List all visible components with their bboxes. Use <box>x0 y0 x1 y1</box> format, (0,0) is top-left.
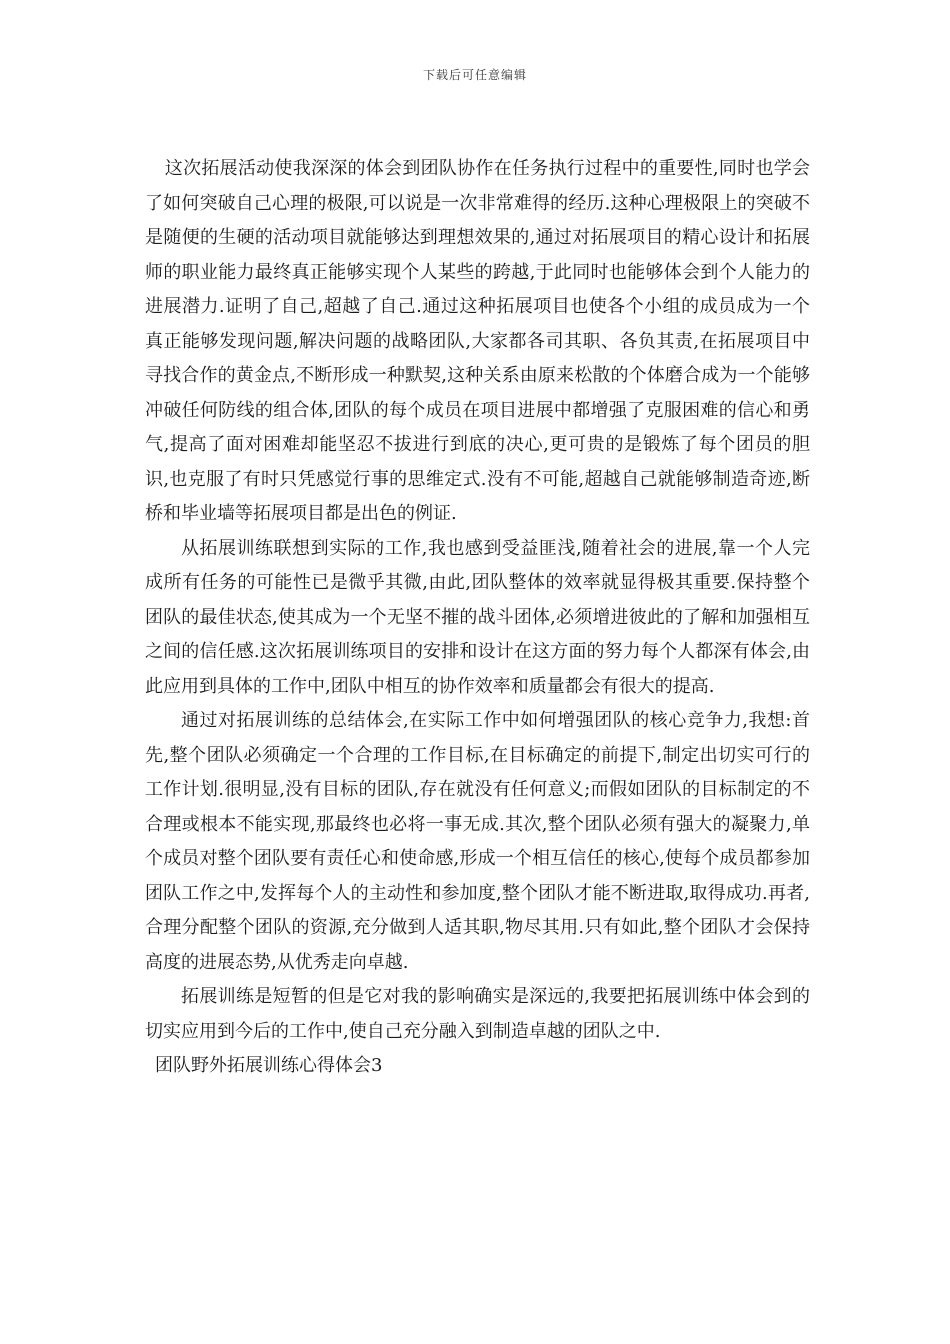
paragraph-2: 从拓展训练联想到实际的工作,我也感到受益匪浅,随着社会的进展,靠一个人完成所有任务的可能性已是微乎其微,由此,团队整体的效率就显得极其重要.保持整个团队的最佳状态,使其成为一个无坚不摧的战斗团体,必须增进彼此的了解和加强相互之间的信任感.这次拓展训练项目的安排和设计在这方面的努力每个人都深有体会,由此应用到具体的工作中,团队中相互的协作效率和质量都会有很大的提高. <box>145 537 810 697</box>
paragraph-1: 这次拓展活动使我深深的体会到团队协作在任务执行过程中的重要性,同时也学会了如何突破自己心理的极限,可以说是一次非常难得的经历.这种心理极限上的突破不是随便的生硬的活动项目就能够达到理想效果的,通过对拓展项目的精心设计和拓展师的职业能力最终真正能够实现个人某些的跨越,于此同时也能够体会到个人能力的进展潜力.证明了自己,超越了自己.通过这种拓展项目也使各个小组的成员成为一个真正能够发现问题,解决问题的战略团队,大家都各司其职、各负其责,在拓展项目中寻找合作的黄金点,不断形成一种默契,这种关系由原来松散的个体磨合成为一个能够冲破任何防线的组合体,团队的每个成员在项目进展中都增强了克服困难的信心和勇气,提高了面对困难却能坚忍不拔进行到底的决心,更可贵的是锻炼了每个团员的胆识,也克服了有时只凭感觉行事的思维定式.没有不可能,超越自己就能够制造奇迹,断桥和毕业墙等拓展项目都是出色的例证. <box>145 158 810 524</box>
page-header: 下载后可任意编辑 <box>422 68 527 82</box>
paragraph-3: 通过对拓展训练的总结体会,在实际工作中如何增强团队的核心竞争力,我想:首先,整个团队必须确定一个合理的工作目标,在目标确定的前提下,制定出切实可行的工作计划.很明显,没有目标的团队,存在就没有任何意义;而假如团队的目标制定的不合理或根本不能实现,那最终也必将一事无成.其次,整个团队必须有强大的凝聚力,单个成员对整个团队要有责任心和使命感,形成一个相互信任的核心,使每个成员都参加团队工作之中,发挥每个人的主动性和参加度,整个团队才能不断进取,取得成功.再者,合理分配整个团队的资源,充分做到人适其职,物尽其用.只有如此,整个团队才会保持高度的进展态势,从优秀走向卓越. <box>145 710 810 973</box>
section-title: 团队野外拓展训练心得体会3 <box>155 1055 383 1076</box>
document-body <box>145 152 810 1084</box>
paragraph-4: 拓展训练是短暂的但是它对我的影响确实是深远的,我要把拓展训练中体会到的切实应用到今后的工作中,使自己充分融入到制造卓越的团队之中. <box>145 986 810 1042</box>
